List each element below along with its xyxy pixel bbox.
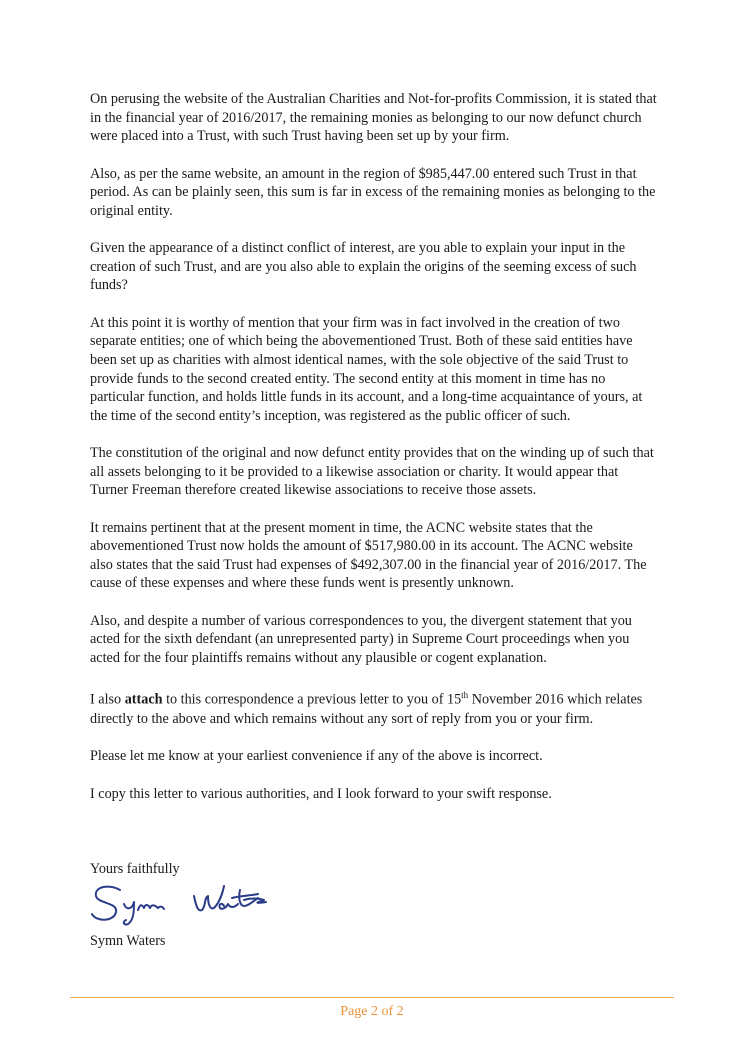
paragraph-7: Also, and despite a number of various correspondences to you, the divergent statement that you acted for the sixth defendant (an unrepresented party) in Supreme Court proceedings when you acted for the four plaintiffs remains without any plausible or cogent explanation. xyxy=(90,612,632,667)
attach-after: November 2016 which relates directly to the above and which remains without any sort of reply from you or your firm. xyxy=(90,692,643,727)
letter-body xyxy=(90,90,658,815)
paragraph-3: Given the appearance of a distinct conflict of interest, are you able to explain your input in the creation of such Trust, and are you also able to explain the origins of the seeming excess of such funds? xyxy=(90,240,637,294)
paragraph-closing-1: Please let me know at your earliest convenience if any of the above is incorrect. xyxy=(90,748,543,765)
attach-before: I also xyxy=(90,692,125,709)
paragraph-4: At this point it is worthy of mention that your firm was in fact involved in the creation of two separate entities; one of which being the abovementioned Trust. Both of these said entities have been set up as charities with almost identical names, with the sole objective of the said Trust to provide funds to the second created entity. The second entity at this moment in time has no particular function, and holds little funds in its account, and a long-time acquaintance of yours, at the time of the second entity’s inception, was registered as the public officer of such. xyxy=(90,314,643,424)
paragraph-1: On perusing the website of the Australian Charities and Not-for-profits Commission, it is stated that in the financial year of 2016/2017, the remaining monies as belonging to our now defunct church were placed into a Trust, with such Trust having been set up by your firm. xyxy=(90,91,657,145)
signoff: Yours faithfully xyxy=(90,861,180,877)
footer-page-number: Page 2 of 2 xyxy=(340,1004,404,1019)
footer-divider xyxy=(70,997,674,998)
paragraph-6: It remains pertinent that at the present moment in time, the ACNC website states that the abovementioned Trust now holds the amount of $517,980.00 in its account. The ACNC website also states that the said Trust had expenses of $492,307.00 in the financial year of 2016/2017. The cause of these expenses and where these funds went is presently unknown. xyxy=(90,519,647,592)
attach-middle: to this correspondence a previous letter to you of 15 xyxy=(162,692,462,709)
paragraph-attach xyxy=(90,686,658,728)
paragraph-2: Also, as per the same website, an amount in the region of $985,447.00 entered such Trust in that period. As can be plainly seen, this sum is far in excess of the remaining monies as belonging to the original entity. xyxy=(90,165,656,219)
signer-name: Symn Waters xyxy=(90,933,166,949)
paragraph-closing-2: I copy this letter to various authorities, and I look forward to your swift response. xyxy=(90,785,552,802)
paragraph-5: The constitution of the original and now defunct entity provides that on the winding up of such that all assets belonging to it be provided to a likewise association or charity. It would appear that Turner Freeman therefore created likewise associations to receive those assets. xyxy=(90,445,654,499)
attach-bold-word: attach xyxy=(124,692,163,709)
handwritten-signature xyxy=(88,876,278,926)
attach-superscript: th xyxy=(461,690,469,701)
